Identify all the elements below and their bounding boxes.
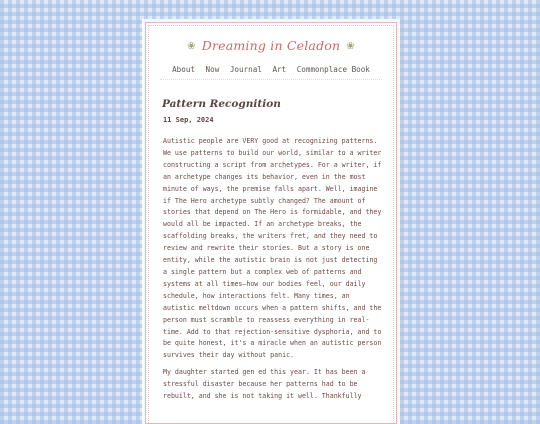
post-paragraph: Autistic people are VERY good at recognizing patterns. We use patterns to build our world, similar to a writer constructing a script from archetypes. For a writer, if an archetype changes its behavior, even in the most minute of ways, the premise falls apart. Well, imagine if The Hero archetype subtly changed? The amount of stories that depend on The Hero is formidable, and they would all be impacted. If an archetype breaks, the scaffolding breaks, the writers fret, and they need to review and rewrite their stories. But a story is one entity, while the autistic brain is not just detecting a single pattern but a complex web of patterns and systems at all times—how our bodies feel, our daily schedule, how interactions felt. Many times, an autistic meltdown occurs when a pattern shifts, and the person must scramble to reassess everything in real-time. Add to that rejection-sensitive dysphoria, and to be quite honest, it's a miracle when an autistic person survives their day without panic. xyxy=(163,137,382,360)
flower-left-icon: ❀ xyxy=(187,41,196,52)
post-title: Pattern Recognition xyxy=(162,98,281,111)
nav-item-about[interactable]: About xyxy=(172,65,195,74)
main-nav xyxy=(146,65,396,74)
divider xyxy=(160,79,382,80)
nav-item-now[interactable]: Now xyxy=(205,65,220,74)
site-title-text[interactable]: Dreaming in Celadon xyxy=(201,38,341,53)
nav-item-journal[interactable]: Journal xyxy=(229,65,262,74)
post-date: 11 Sep, 2024 xyxy=(163,116,214,124)
site-title[interactable] xyxy=(146,38,396,53)
nav-item-art[interactable]: Art xyxy=(272,65,287,74)
nav-item-commonplace-book[interactable]: Commonplace Book xyxy=(296,65,370,74)
flower-right-icon: ❀ xyxy=(346,41,355,52)
page-card xyxy=(145,22,397,424)
post-body xyxy=(163,136,385,408)
post-paragraph: My daughter started gen ed this year. It has been a stressful disaster because her patterns had to be rebuilt, and she is not taking it well. Thankfully xyxy=(163,368,366,401)
